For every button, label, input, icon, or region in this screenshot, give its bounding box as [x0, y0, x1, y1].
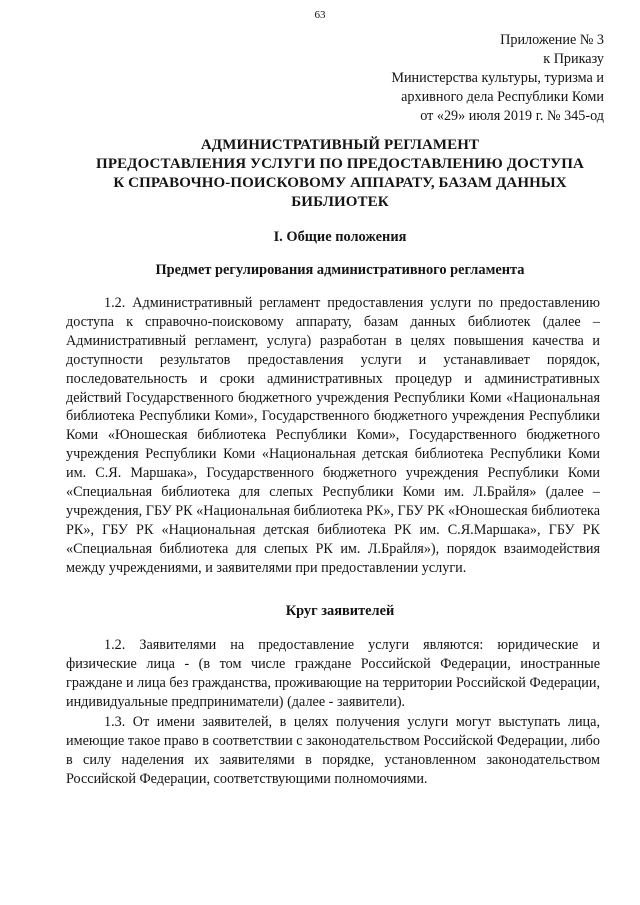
- paragraph-representatives-1-3: [66, 713, 600, 789]
- title-line-4: БИБЛИОТЕК: [291, 194, 389, 210]
- appendix-order-ref: к Приказу: [543, 51, 604, 67]
- page-number: 63: [314, 9, 326, 21]
- appendix-number: Приложение № 3: [500, 32, 604, 48]
- section-heading-general: I. Общие положения: [273, 229, 407, 245]
- appendix-ministry-cont: архивного дела Республики Коми: [401, 89, 604, 105]
- document-title: [70, 136, 610, 212]
- appendix-ministry: Министерства культуры, туризма и: [391, 70, 604, 86]
- title-line-1: АДМИНИСТРАТИВНЫЙ РЕГЛАМЕНТ: [200, 137, 480, 153]
- title-line-3: К СПРАВОЧНО-ПОИСКОВОМУ АППАРАТУ, БАЗАМ ДАННЫХ: [113, 175, 567, 191]
- appendix-header: [391, 31, 604, 126]
- paragraph-subject-1-2: [66, 294, 600, 578]
- appendix-order-date: от «29» июля 2019 г. № 345-од: [420, 108, 604, 124]
- paragraph-text: 1.3. От имени заявителей, в целях получения услуги могут выступать лица, имеющие такое право в соответствии с законодательством Российской Федерации, либо в силу наделения их заявителями в порядке, установленном законодательством Российской Федерации, соответствующими полномочиями.: [66, 714, 600, 787]
- paragraph-text: 1.2. Административный регламент предоставления услуги по предоставлению доступа к справочно-поисковому аппарату, базам данных библиотек (далее – Административный регламент, услуга) разработан в целях повышения качества и доступности результатов предоставления услуги и устанавливает порядок, последовательность и сроки административных процедур и административных действий Государственного бюджетного учреждения Республики Коми «Национальная библиотека Республики Коми», Государственного бюджетного учреждения Республики Коми «Юношеская библиотека Республики Коми», Государственного бюджетного учреждения Республики Коми «Национальная детская библиотека Республики Коми им. С.Я. Маршака», Государственного бюджетного учреждения Республики Коми «Специальная библиотека для слепых Республики Коми им. Л.Брайля» (далее – учреждения, ГБУ РК «Национальная библиотека РК», ГБУ РК «Юношеская библиотека РК», ГБУ РК «Национальная детская библиотека РК им. С.Я.Маршака», ГБУ РК «Специальная библиотека для слепых РК им. Л.Брайля»), порядок взаимодействия между учреждениями, и заявителями при предоставлении услуги.: [66, 295, 600, 576]
- paragraph-applicants-1-2: [66, 636, 600, 712]
- paragraph-text: 1.2. Заявителями на предоставление услуги являются: юридические и физические лица - (в том числе граждане Российской Федерации, иностранные граждане и лица без гражданства, проживающие на территории Российской Федерации, индивидуальные предприниматели) (далее - заявители).: [66, 637, 600, 710]
- section-heading-applicants: Круг заявителей: [285, 603, 395, 619]
- section-heading-subject: Предмет регулирования административного регламента: [155, 262, 525, 278]
- title-line-2: ПРЕДОСТАВЛЕНИЯ УСЛУГИ ПО ПРЕДОСТАВЛЕНИЮ ДОСТУПА: [96, 156, 584, 172]
